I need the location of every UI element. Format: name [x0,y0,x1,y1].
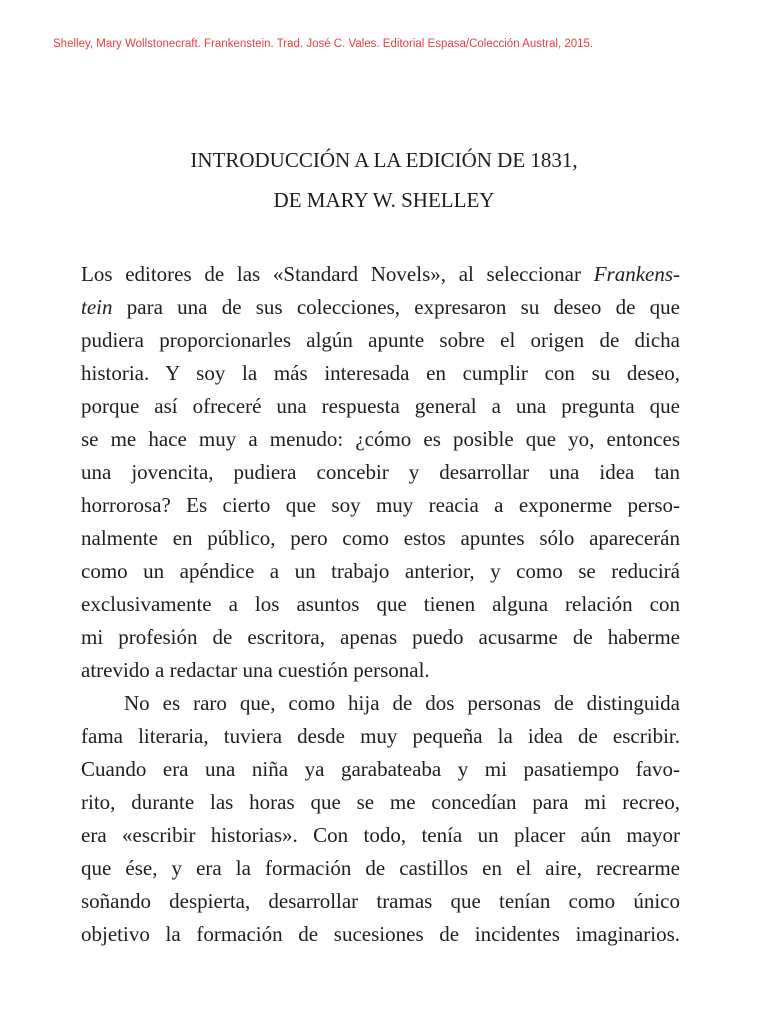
paragraph-2-line-1: No es raro que, como hija de dos personas de distinguida [124,691,680,715]
paragraph-2-line-6: que ése, y era la formación de castillos en el aire, recrearme [81,856,680,880]
chapter-title-line-2: DE MARY W. SHELLEY [273,188,495,212]
paragraph-1-line-6: se me hace muy a menudo: ¿cómo es posible que yo, entonces [81,427,680,451]
italic-book-title: tein [81,295,113,319]
paragraph-1-line-9: nalmente en público, pero como estos apuntes sólo aparecerán [81,526,680,550]
paragraph-1-line-11: exclusivamente a los asuntos que tienen alguna relación con [81,592,680,616]
citation-header: Shelley, Mary Wollstonecraft. Frankenstein. Trad. José C. Vales. Editorial Espasa/Colección Austral, 2015. [53,38,594,50]
paragraph-1-line-10: como un apéndice a un trabajo anterior, y como se reducirá [81,559,680,583]
paragraph-2-line-2: fama literaria, tuviera desde muy pequeña la idea de escribir. [81,724,680,748]
paragraph-1-line-13: atrevido a redactar una cuestión personal. [81,658,430,682]
paragraph-1-line-2 [81,294,680,320]
paragraph-2-line-3: Cuando era una niña ya garabateaba y mi pasatiempo favo- [81,757,680,781]
paragraph-1-line-5: porque así ofreceré una respuesta general a una pregunta que [81,394,680,418]
paragraph-2-line-8: objetivo la formación de sucesiones de incidentes imaginarios. [81,922,680,946]
paragraph-1-line-1 [81,261,680,287]
chapter-title-line-1: INTRODUCCIÓN A LA EDICIÓN DE 1831, [190,148,578,172]
paragraph-1-line-4: historia. Y soy la más interesada en cumplir con su deseo, [81,361,680,385]
paragraph-1-line-3: pudiera proporcionarles algún apunte sobre el origen de dicha [81,328,680,352]
italic-book-title: Frankens- [593,262,680,286]
paragraph-2-line-5: era «escribir historias». Con todo, tenía un placer aún mayor [81,823,680,847]
paragraph-1-line-8: horrorosa? Es cierto que soy muy reacia a exponerme perso- [81,493,680,517]
paragraph-1-line-12: mi profesión de escritora, apenas puedo acusarme de haberme [81,625,680,649]
paragraph-2-line-7: soñando despierta, desarrollar tramas que tenían como único [81,889,680,913]
paragraph-1-line-7: una jovencita, pudiera concebir y desarrollar una idea tan [81,460,680,484]
paragraph-2-line-4: rito, durante las horas que se me concedían para mi recreo, [81,790,680,814]
text-run: Los editores de las «Standard Novels», al seleccionar [81,262,581,286]
text-run: para una de sus colecciones, expresaron su deseo de que [126,295,680,319]
